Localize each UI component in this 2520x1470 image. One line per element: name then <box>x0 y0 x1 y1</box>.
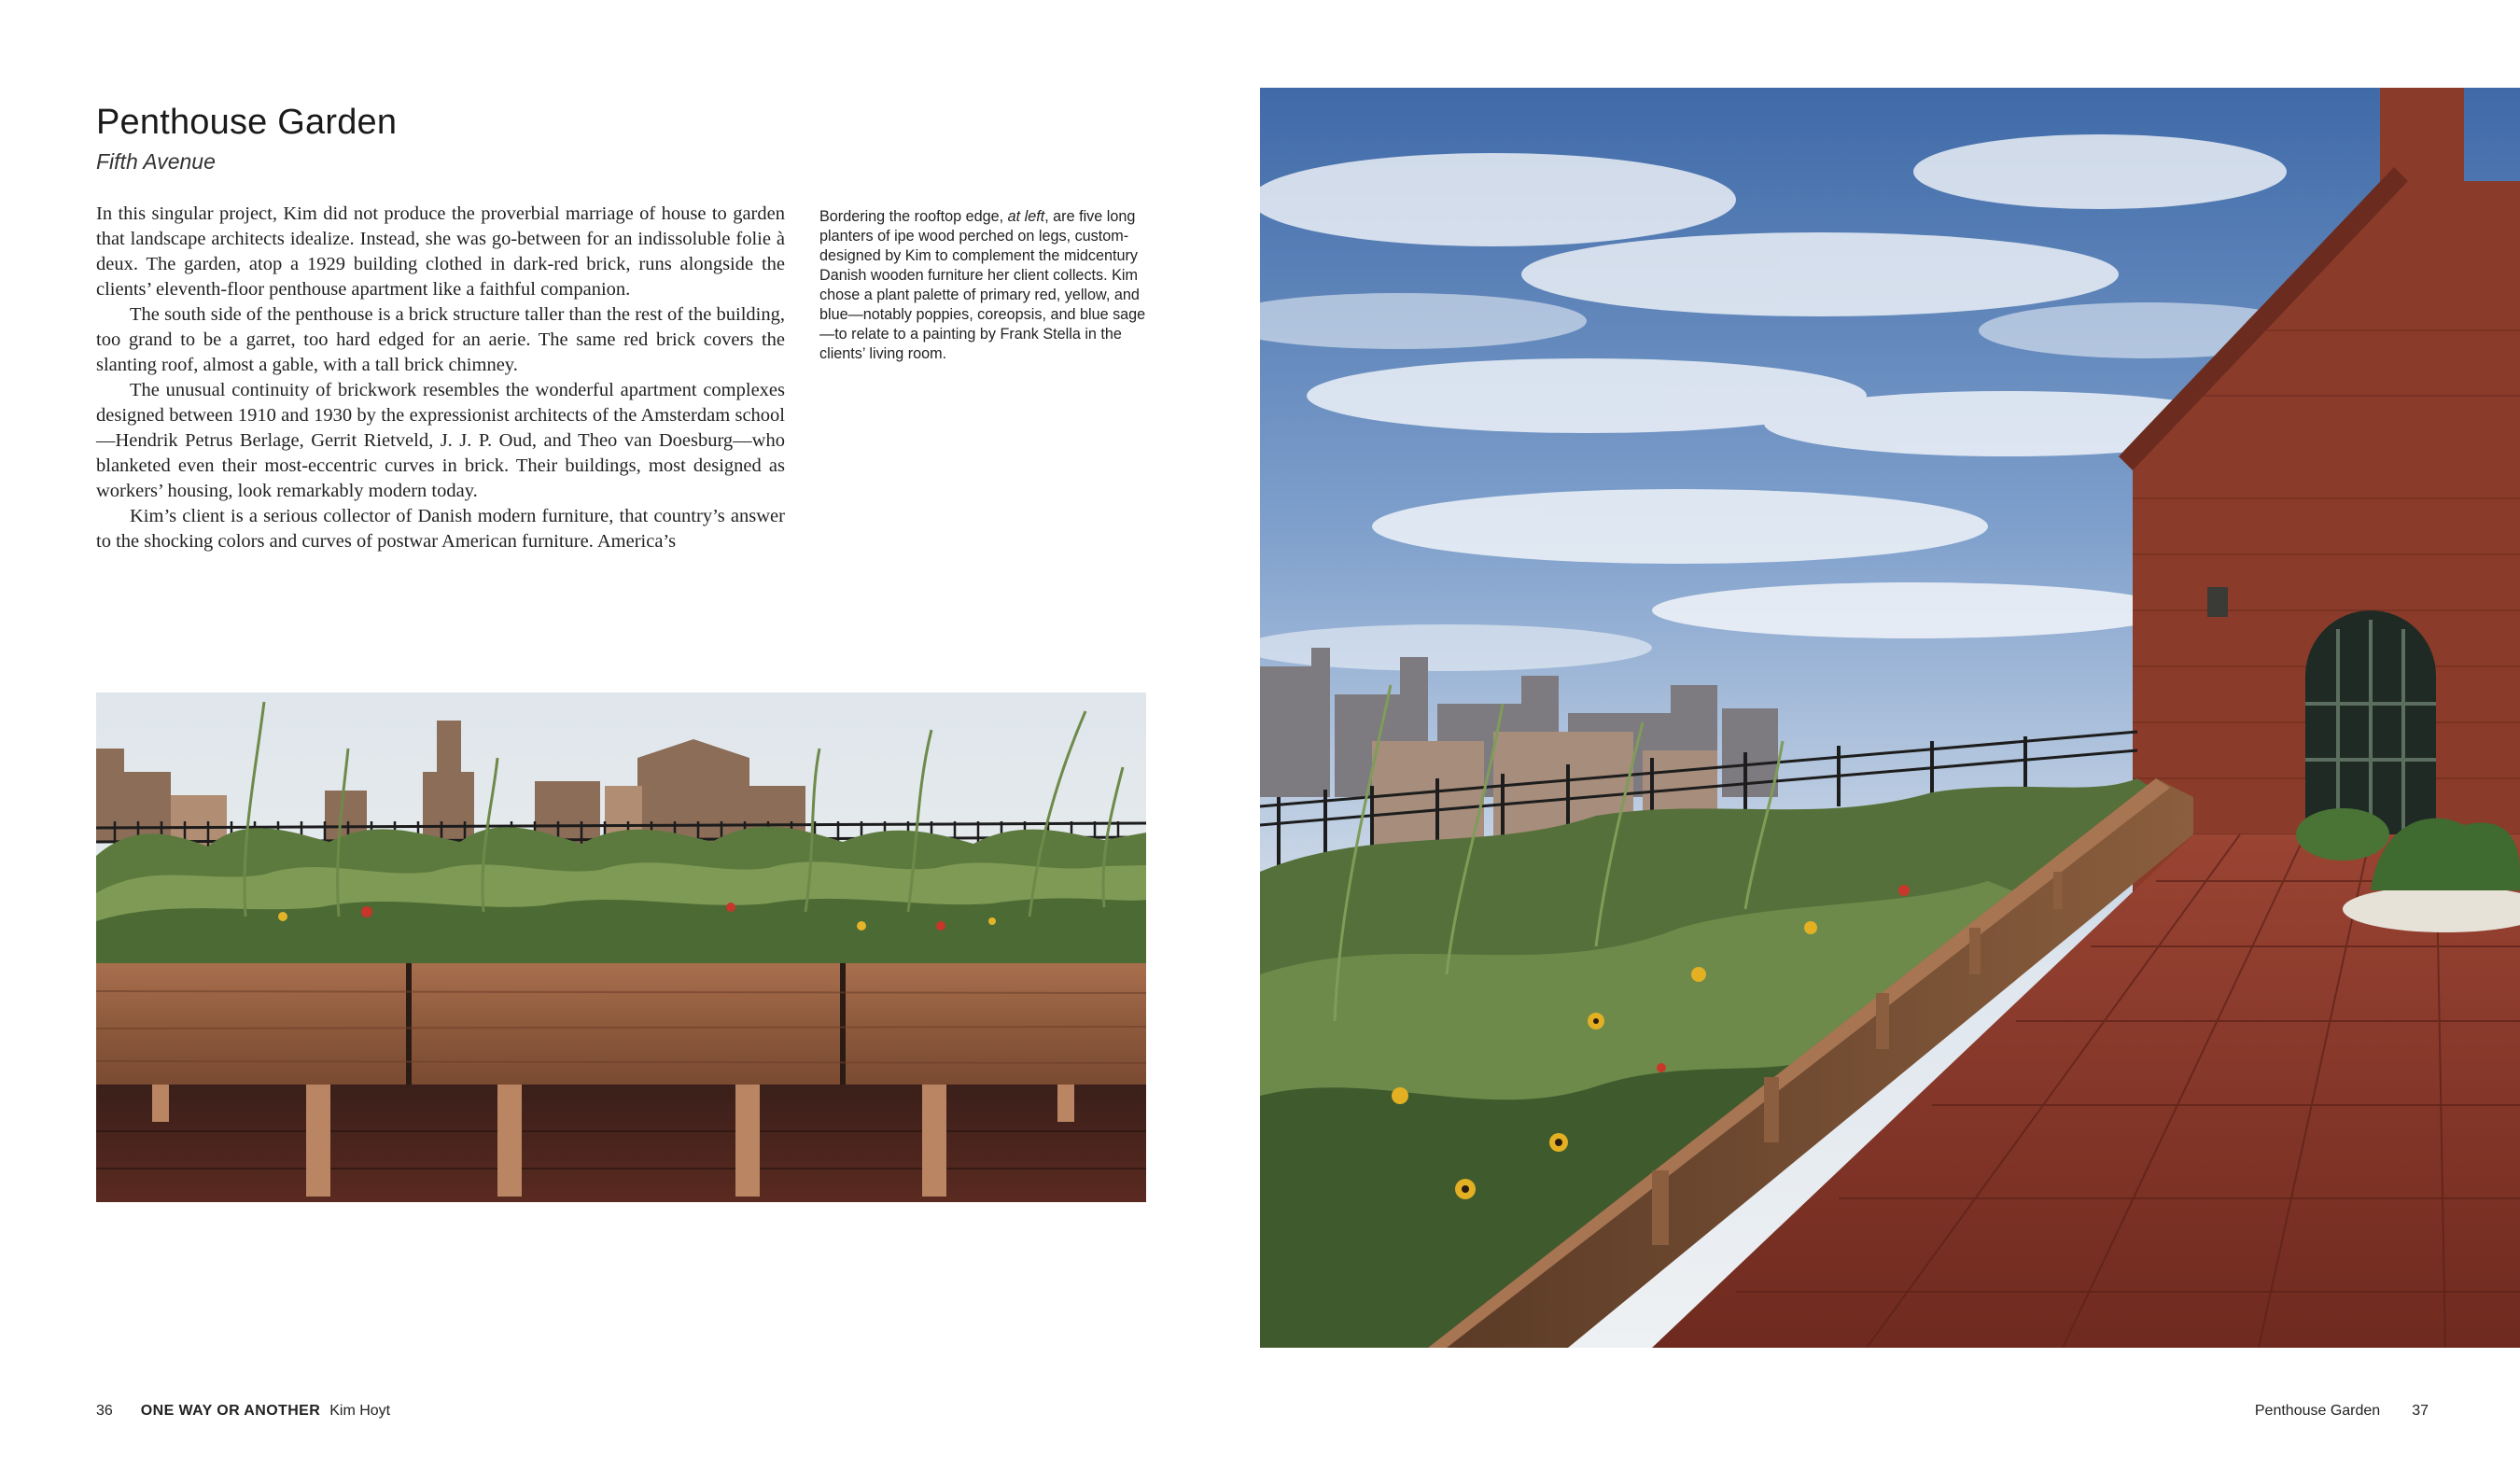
footer-right <box>2255 1403 2429 1420</box>
caption-text: Bordering the rooftop edge, <box>819 208 1008 225</box>
planter-photo <box>96 693 1146 1202</box>
running-head: Penthouse Garden <box>2254 1403 2381 1419</box>
caption-emphasis: at left <box>1007 208 1045 225</box>
body-paragraph: The unusual continuity of brickwork resembles the wonderful apartment complexes designed between 1910 and 1930 by the expressionist architects of the Amsterdam school—Hendrik Petrus Berlage, Gerrit Rietveld, J. J. P. Oud, and Theo van Doesburg—who blanketed even their most-eccentric curves in brick. Their buildings, most designed as workers’ housing, look remarkably modern today. <box>96 380 785 501</box>
body-paragraph: Kim’s client is a serious collector of Danish modern furniture, that country’s answer to the shocking colors and curves of postwar American furniture. America’s <box>96 506 785 552</box>
page-subtitle: Fifth Avenue <box>96 149 216 174</box>
body-text <box>96 202 785 554</box>
caption-text-rest: , are five long planters of ipe wood perched on legs, custom-designed by Kim to complement the midcentury Danish wooden furniture her client collects. Kim chose a plant palette of primary red, yellow, and blue—notably poppies, coreopsis, and blue sage—to relate to a painting by Frank Stella in the clients’ living room. <box>819 208 1146 362</box>
terrace-photo <box>1260 88 2520 1348</box>
page-title: Penthouse Garden <box>96 103 398 142</box>
photo-caption <box>819 207 1157 364</box>
body-paragraph: In this singular project, Kim did not produce the proverbial marriage of house to garden that landscape architects idealize. Instead, she was go-between for an indissoluble folie à deux. The garden, atop a 1929 building clothed in dark-red brick, runs alongside the clients’ eleventh-floor penthouse apartment like a faithful companion. <box>96 203 785 300</box>
book-title: ONE WAY OR ANOTHER <box>140 1403 321 1419</box>
author-name: Kim Hoyt <box>329 1403 391 1419</box>
page-number: 37 <box>2412 1403 2429 1419</box>
footer-left <box>96 1403 390 1420</box>
page-number: 36 <box>96 1403 113 1419</box>
body-paragraph: The south side of the penthouse is a brick structure taller than the rest of the building, too grand to be a garret, too hard edged for an aerie. The same red brick covers the slanting roof, almost a gable, with a tall brick chimney. <box>96 304 785 375</box>
